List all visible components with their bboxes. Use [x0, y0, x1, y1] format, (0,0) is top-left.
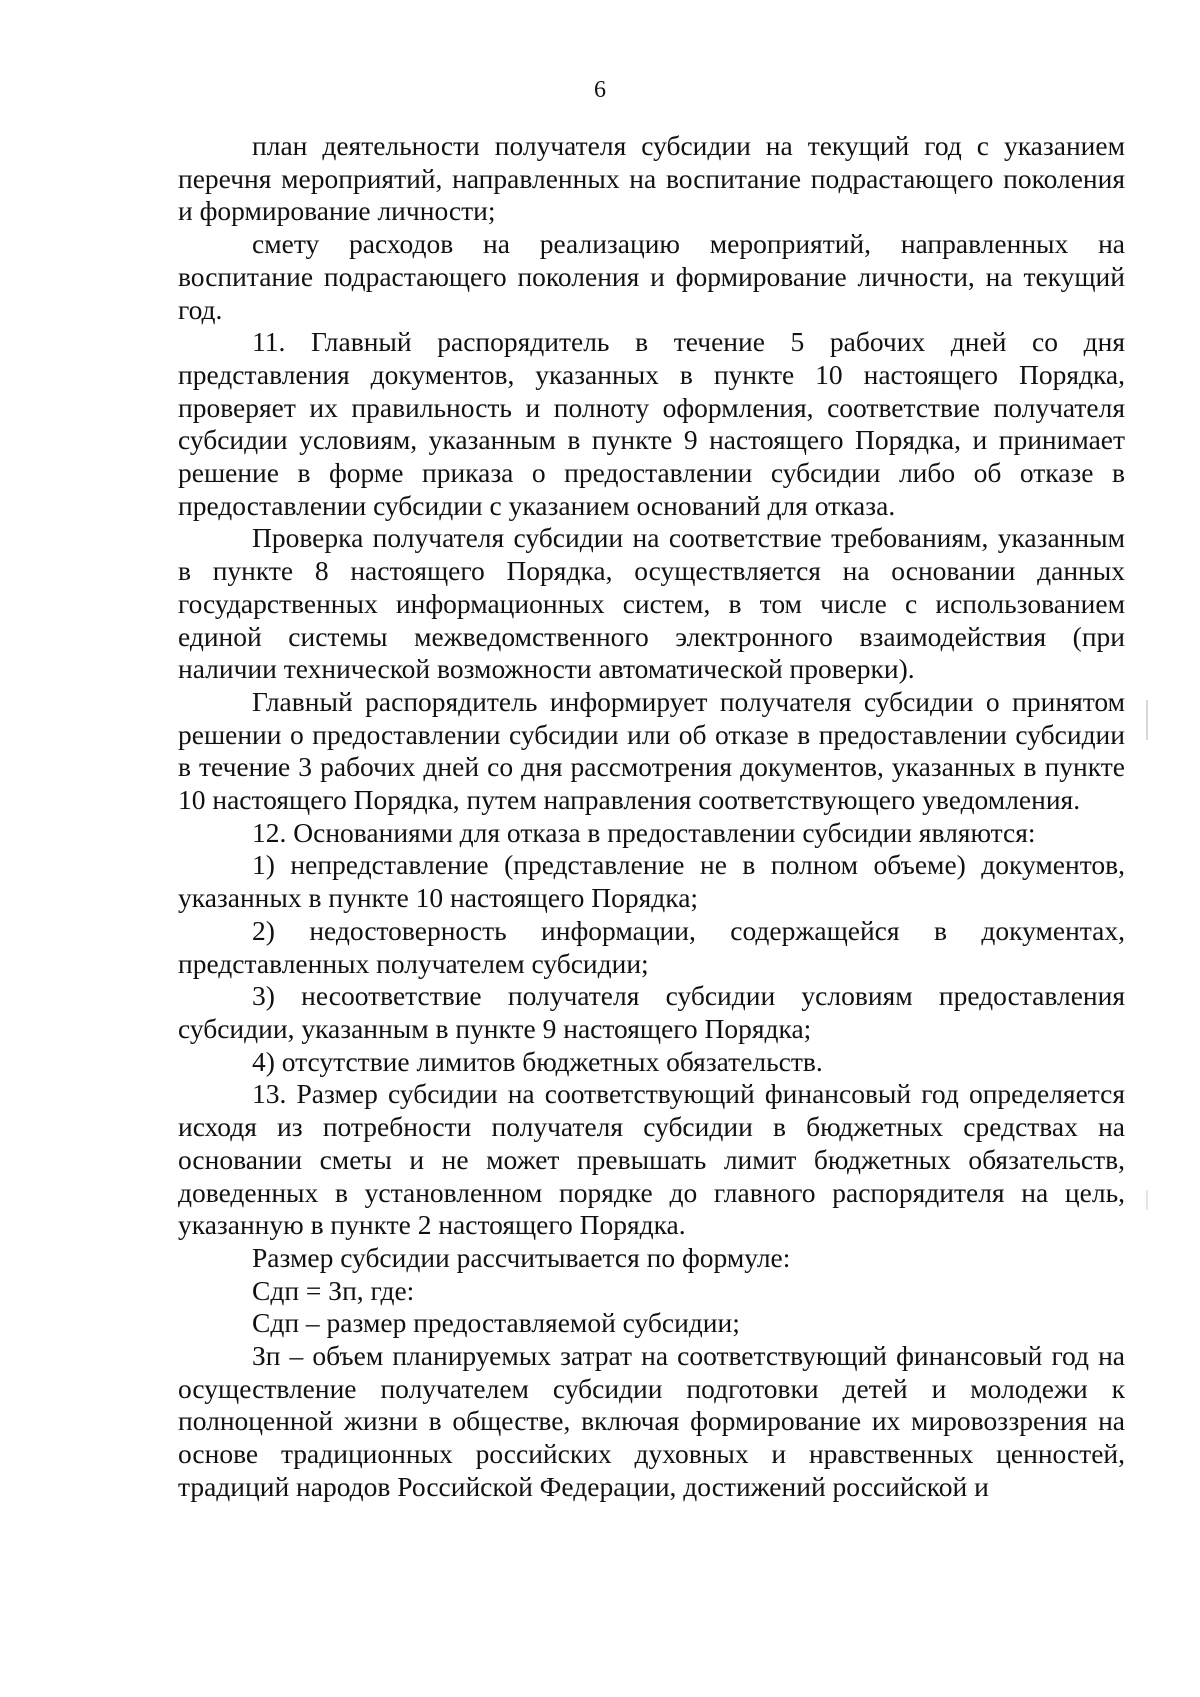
list-item-refusal-1: 1) непредставление (представление не в полном объеме) документов, указанных в пункте 10 настоящего Порядка;: [178, 849, 1125, 914]
paragraph-recipient-check: Проверка получателя субсидии на соответствие требованиям, указанным в пункте 8 настоящего Порядка, осуществляется на основании данных государственных информационных систем, в том числе с использованием единой системы межведомственного электронного взаимодействия (при наличии технической возможности автоматической проверки).: [178, 522, 1125, 685]
list-item-refusal-4: 4) отсутствие лимитов бюджетных обязательств.: [252, 1045, 823, 1077]
list-item-refusal-2: 2) недостоверность информации, содержащейся в документах, представленных получателем субсидии;: [178, 914, 1125, 979]
page-number: 6: [594, 77, 606, 103]
scan-artifact: [1146, 1190, 1148, 1210]
formula-definition-sdp: Сдп – размер предоставляемой субсидии;: [252, 1307, 740, 1339]
paragraph-clause-12: 12. Основаниями для отказа в предоставлении субсидии являются:: [252, 816, 1036, 848]
formula-definition-zp: Зп – объем планируемых затрат на соответствующий финансовый год на осуществление получателем субсидии подготовки детей и молодежи к полноценной жизни в обществе, включая формирование их мировоззрения на основе традиционных российских духовных и нравственных ценностей, традиций народов Российской Федерации, достижений российской и: [178, 1340, 1125, 1502]
document-body: [178, 130, 1125, 1504]
formula: Сдп = Зп, где:: [252, 1274, 415, 1306]
paragraph-expense-estimate: смету расходов на реализацию мероприятий, направленных на воспитание подрастающего поколения и формирование личности, на текущий год.: [178, 228, 1125, 325]
paragraph-clause-13: 13. Размер субсидии на соответствующий финансовый год определяется исходя из потребности получателя субсидии в бюджетных средствах на основании сметы и не может превышать лимит бюджетных обязательств, доведенных в установленном порядке до главного распорядителя на цель, указанную в пункте 2 настоящего Порядка.: [178, 1078, 1125, 1241]
list-item-refusal-3: 3) несоответствие получателя субсидии условиям предоставления субсидии, указанным в пункте 9 настоящего Порядка;: [178, 980, 1125, 1044]
paragraph-decision-notice: Главный распорядитель информирует получателя субсидии о принятом решении о предоставлении субсидии или об отказе в предоставлении субсидии в течение 3 рабочих дней со дня рассмотрения документов, указанных в пункте 10 настоящего Порядка, путем направления соответствующего уведомления.: [178, 685, 1125, 816]
paragraph-formula-intro: Размер субсидии рассчитывается по формуле:: [252, 1241, 791, 1273]
paragraph-clause-11: 11. Главный распорядитель в течение 5 рабочих дней со дня представления документов, указанных в пункте 10 настоящего Порядка, проверяет их правильность и полноту оформления, соответствие получателя субсидии условиям, указанным в пункте 9 настоящего Порядка, и принимает решение в форме приказа о предоставлении субсидии либо об отказе в предоставлении субсидии с указанием оснований для отказа.: [178, 326, 1125, 521]
paragraph-activity-plan: план деятельности получателя субсидии на текущий год с указанием перечня мероприятий, направленных на воспитание подрастающего поколения и формирование личности;: [178, 130, 1125, 227]
scan-artifact: [1146, 700, 1148, 740]
